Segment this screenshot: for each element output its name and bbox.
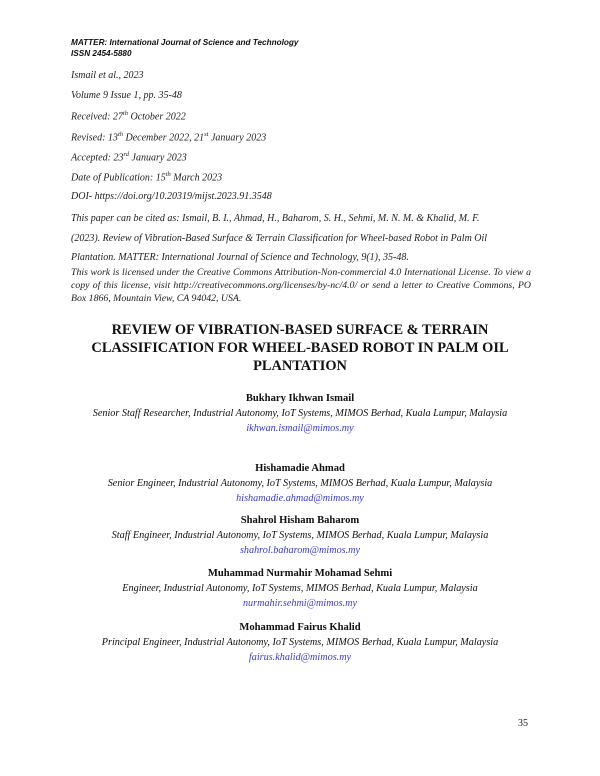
author-block — [60, 462, 540, 505]
author-email[interactable]: ikhwan.ismail@mimos.my — [246, 423, 354, 434]
title-line: REVIEW OF VIBRATION-BASED SURFACE & TERRAIN — [111, 322, 489, 338]
volume-info: Volume 9 Issue 1, pp. 35-48 — [71, 90, 182, 102]
author-block — [60, 514, 540, 557]
author-name: Bukhary Ikhwan Ismail — [245, 393, 355, 404]
author-affiliation: Senior Engineer, Industrial Autonomy, IoT Systems, MIMOS Berhad, Kuala Lumpur, Malaysia — [107, 478, 493, 489]
paper-title — [60, 321, 540, 375]
author-affiliation: Principal Engineer, Industrial Autonomy, IoT Systems, MIMOS Berhad, Kuala Lumpur, Malaysia — [101, 637, 499, 648]
page-number: 35 — [518, 718, 528, 729]
author-affiliation: Senior Staff Researcher, Industrial Autonomy, IoT Systems, MIMOS Berhad, Kuala Lumpur, Malaysia — [92, 408, 508, 419]
title-line: CLASSIFICATION FOR WHEEL-BASED ROBOT IN PALM OIL — [91, 340, 509, 356]
author-email[interactable]: shahrol.baharom@mimos.my — [239, 545, 361, 556]
author-block — [60, 392, 540, 435]
received-date: Received: 27th October 2022 — [71, 110, 186, 123]
citation-block — [71, 209, 531, 268]
citation-line: (2023). Review of Vibration-Based Surface & Terrain Classification for Wheel-based Robot in Palm Oil — [71, 232, 488, 244]
citation-short: Ismail et al., 2023 — [71, 70, 144, 81]
author-email[interactable]: hishamadie.ahmad@mimos.my — [236, 493, 364, 504]
doi-link[interactable]: DOI- https://doi.org/10.20319/mijst.2023.91.3548 — [71, 191, 272, 203]
author-name: Hishamadie Ahmad — [255, 463, 345, 474]
author-affiliation: Engineer, Industrial Autonomy, IoT Systems, MIMOS Berhad, Kuala Lumpur, Malaysia — [122, 583, 478, 594]
journal-issn: ISSN 2454-5880 — [71, 49, 132, 58]
author-affiliation: Staff Engineer, Industrial Autonomy, IoT Systems, MIMOS Berhad, Kuala Lumpur, Malaysia — [111, 530, 489, 541]
article-metadata — [71, 70, 531, 211]
citation-line: Plantation. MATTER: International Journal of Science and Technology, 9(1), 35-48. — [71, 252, 409, 263]
accepted-date: Accepted: 23rd January 2023 — [71, 150, 187, 164]
journal-name: MATTER: International Journal of Science and Technology — [71, 38, 299, 47]
author-name: Shahrol Hisham Baharom — [240, 515, 360, 526]
title-line: PLANTATION — [253, 358, 347, 374]
author-name: Muhammad Nurmahir Mohamad Sehmi — [207, 568, 393, 579]
revised-date: Revised: 13th December 2022, 21st January 2023 — [71, 130, 267, 143]
publication-date: Date of Publication: 15th March 2023 — [71, 170, 223, 184]
citation-line: This paper can be cited as: Ismail, B. I., Ahmad, H., Baharom, S. H., Sehmi, M. N. M. & Khalid, M. F. — [71, 213, 480, 224]
author-email[interactable]: nurmahir.sehmi@mimos.my — [242, 598, 358, 609]
author-name: Mohammad Fairus Khalid — [239, 622, 361, 633]
license-notice: This work is licensed under the Creative Commons Attribution-Non-commercial 4.0 International License. To view a copy of this license, visit http://creativecommons.org/licenses/by-nc/4.0/ or send a letter to Creative Commons, PO Box 1866, Mountain View, CA 94042, USA. — [71, 267, 531, 304]
author-block — [60, 621, 540, 664]
author-block — [60, 567, 540, 610]
journal-header — [71, 37, 298, 59]
author-email[interactable]: fairus.khalid@mimos.my — [248, 652, 352, 663]
